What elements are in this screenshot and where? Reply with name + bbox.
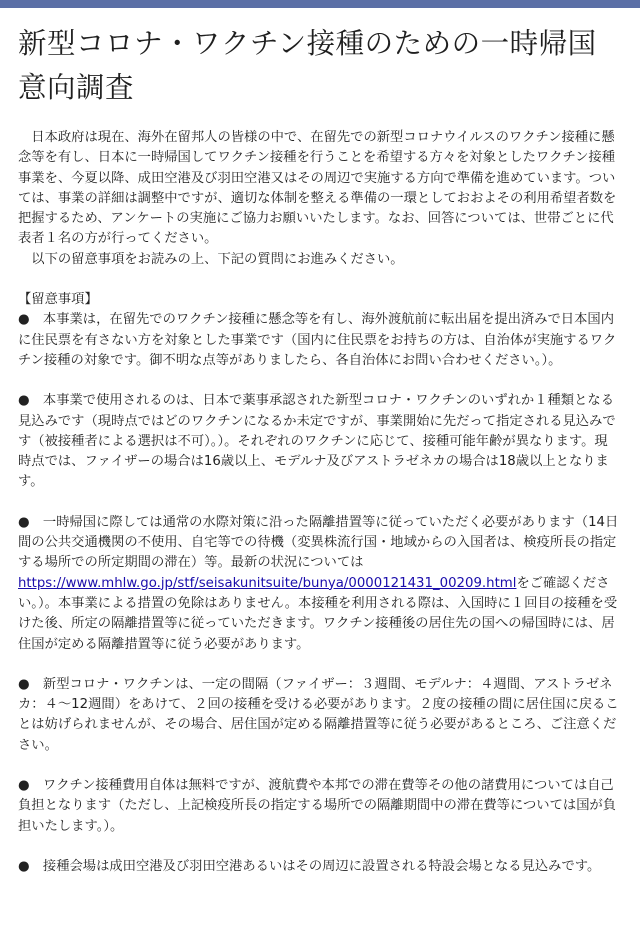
survey-description	[18, 128, 620, 877]
survey-page	[0, 8, 640, 877]
top-accent-bar	[0, 0, 640, 8]
quarantine-text-before: ● 一時帰国に際しては通常の水際対策に沿った隔離措置等に従っていただく必要があります（14日間の公共交通機関の不使用、自宅等での待機（変異株流行国・地域からの入国者は、検疫所長の指定する場所での所定期間の滞在）等。最新の状況については	[18, 514, 619, 571]
note-item-quarantine	[18, 513, 620, 655]
notes-heading: 【留意事項】	[18, 292, 98, 308]
note-item-costs: ● ワクチン接種費用自体は無料ですが、渡航費や本邦での滞在費等その他の諸費用については自己負担となります（ただし、上記検疫所長の指定する場所での隔離期間中の滞在費等については国が負担いたします。）。	[18, 778, 617, 834]
intro-instruction: 以下の留意事項をお読みの上、下記の質問にお進みください。	[31, 251, 404, 267]
page-title: 新型コロナ・ワクチン接種のための一時帰国意向調査	[18, 27, 597, 104]
note-item-dose-interval: ● 新型コロナ・ワクチンは、一定の間隔（ファイザー：３週間、モデルナ：４週間、アストラゼネカ：４～12週間）をあけて、２回の接種を受ける必要があります。２度の接種の間に居住国に戻ることは妨げられませんが、その場合、居住国が定める隔離措置等に従う必要があるところ、ご注意ください。	[18, 676, 619, 753]
mhlw-link[interactable]: https://www.mhlw.go.jp/stf/seisakunitsuite/bunya/0000121431_00209.html	[18, 575, 517, 591]
intro-paragraph: 日本政府は現在、海外在留邦人の皆様の中で、在留先での新型コロナウイルスのワクチン接種に懸念等を有し、日本に一時帰国してワクチン接種を行うことを希望する方々を対象としたワクチン接種事業を、今夏以降、成田空港及び羽田空港又はその周辺で実施する方向で準備を進めています。ついては、事業の詳細は調整中ですが、適切な体制を整える準備の一環としておおよその利用希望者数を把握するため、アンケートの実施にご協力お願いいたします。なお、回答については、世帯ごとに代表者１名の方が行ってください。	[18, 130, 617, 247]
spacer	[18, 270, 620, 290]
note-item-vaccine-type: ● 本事業で使用されるのは、日本で薬事承認された新型コロナ・ワクチンのいずれか１種類となる見込みです（現時点ではどのワクチンになるか未定ですが、事業開始に先だって指定される見込みです（被接種者による選択は不可）。）。それぞれのワクチンに応じて、接種可能年齢が異なります。現時点では、ファイザーの場合は16歳以上、モデルナ及びアストラゼネカの場合は18歳以上となります。	[18, 393, 616, 490]
note-item-venue: ● 接種会場は成田空港及び羽田空港あるいはその周辺に設置される特設会場となる見込みです。	[18, 858, 601, 874]
note-item-eligibility: ● 本事業は，在留先でのワクチン接種に懸念等を有し、海外渡航前に転出届を提出済みで日本国内に住民票を有さない方を対象とした事業です（国内に住民票をお持ちの方は、自治体が実施するワクチン接種の対象です。御不明な点等がありましたら、各自治体にお問い合わせください。）。	[18, 312, 617, 368]
quarantine-text-after: をご確認ください。）。本事業による措置の免除はありません。本接種を利用される際は、入国時に１回目の接種を受けた後、所定の隔離措置等に従っていただきます。ワクチン接種後の居住先の国への帰国時には、居住国が定める隔離措置等に従う必要があります。	[18, 575, 618, 652]
